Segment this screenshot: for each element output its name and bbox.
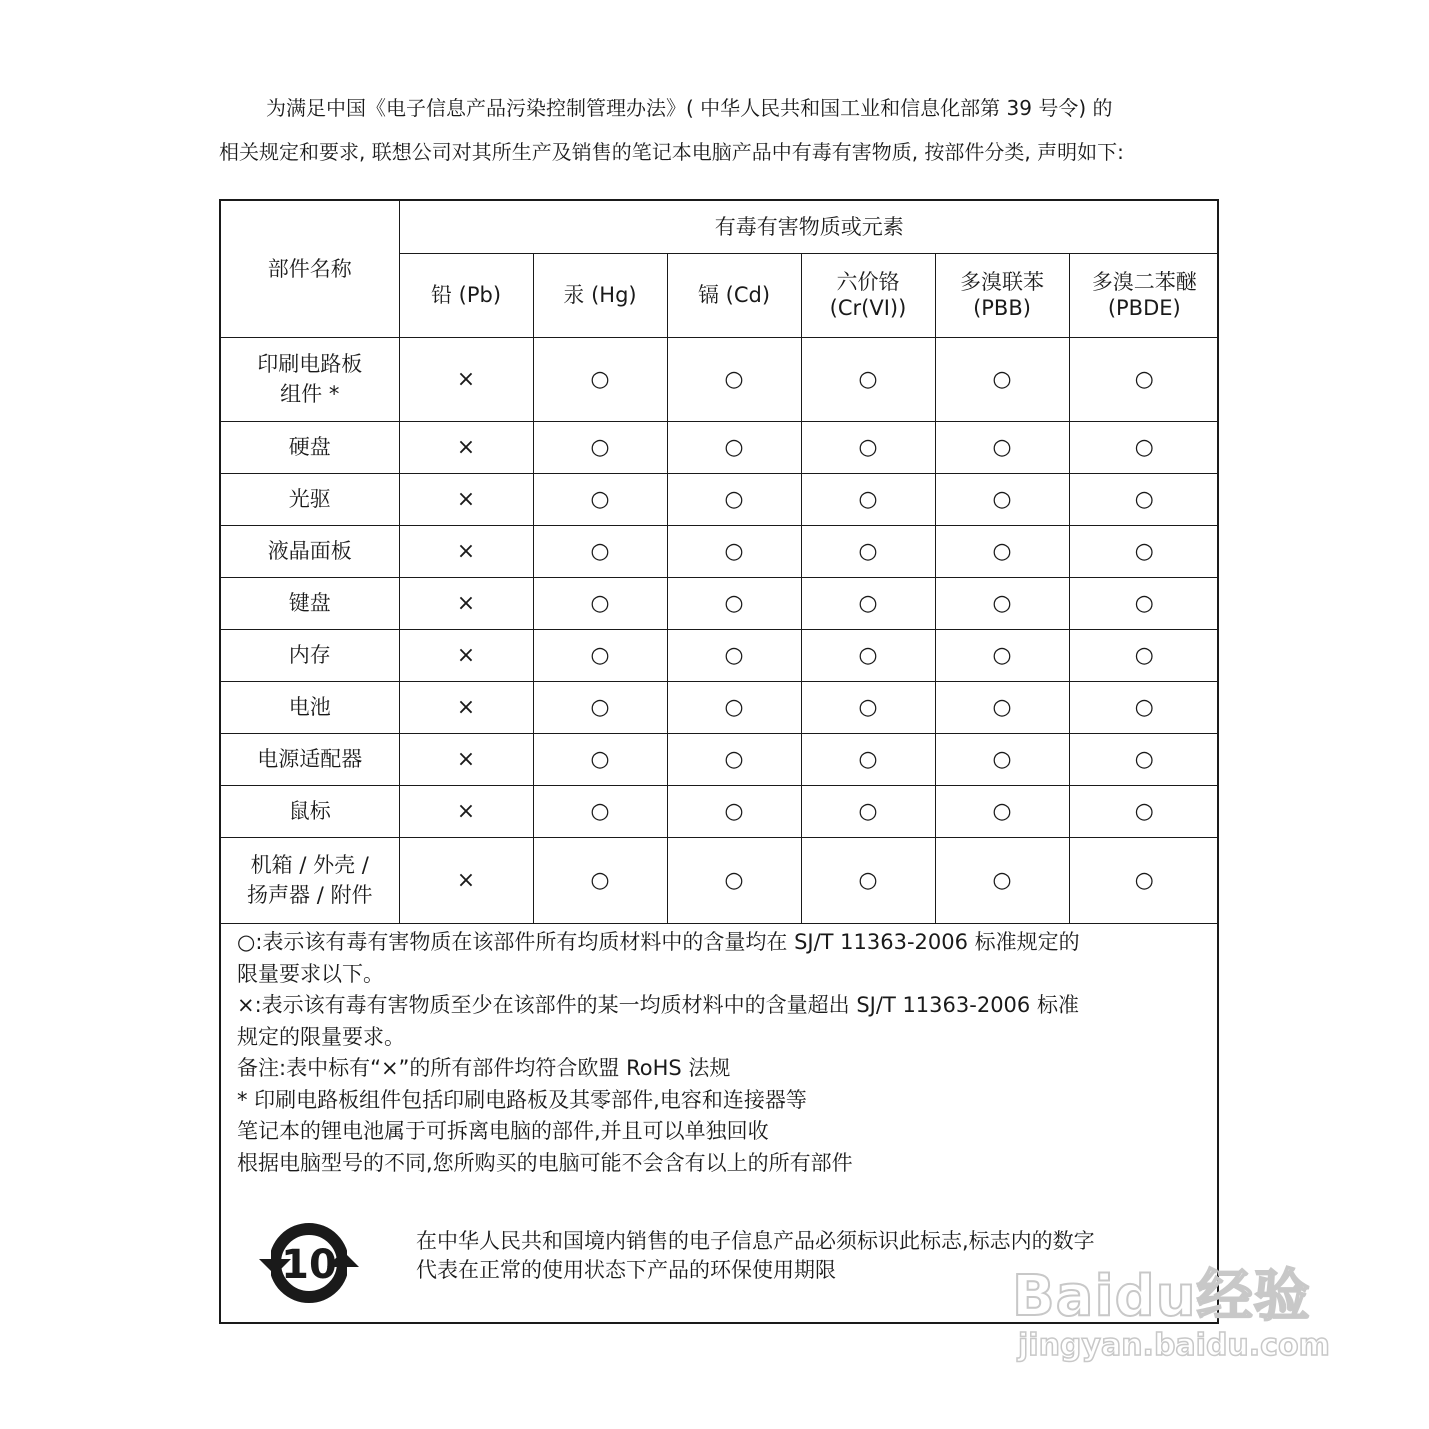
compliant-mark: ○ [935,785,1069,837]
compliant-mark: ○ [801,337,935,421]
part-name: 电源适配器 [221,733,399,785]
watermark-sub: jingyan.baidu.com [1018,1328,1330,1363]
compliant-mark: ○ [1069,577,1219,629]
table-row [221,629,1219,681]
substance-header-2: 镉 (Cd) [667,253,801,337]
compliant-mark: ○ [1069,473,1219,525]
table-row [221,785,1219,837]
note-line: 限量要求以下。 [237,961,384,986]
part-name: 光驱 [221,473,399,525]
compliant-mark: ○ [533,473,667,525]
compliant-mark: ○ [801,785,935,837]
substance-header-5: 多溴二苯醚 (PBDE) [1069,253,1219,337]
exceeds-mark: × [399,473,533,525]
compliant-mark: ○ [533,837,667,923]
compliant-mark: ○ [935,837,1069,923]
compliant-mark: ○ [667,629,801,681]
substance-group-header: 有毒有害物质或元素 [399,201,1219,253]
compliant-mark: ○ [667,421,801,473]
compliant-mark: ○ [667,785,801,837]
compliant-mark: ○ [935,629,1069,681]
compliant-mark: ○ [533,681,667,733]
compliant-mark: ○ [667,577,801,629]
compliant-mark: ○ [667,337,801,421]
compliant-mark: ○ [801,525,935,577]
substance-header-0: 铅 (Pb) [399,253,533,337]
table-row [221,733,1219,785]
compliant-mark: ○ [667,473,801,525]
table-row [221,525,1219,577]
exceeds-mark: × [399,337,533,421]
compliant-mark: ○ [801,629,935,681]
part-name: 鼠标 [221,785,399,837]
note-line: * 印刷电路板组件包括印刷电路板及其零部件,电容和连接器等 [237,1087,807,1112]
compliant-mark: ○ [1069,525,1219,577]
logo-number: 10 [281,1242,337,1288]
compliant-mark: ○ [801,733,935,785]
compliant-mark: ○ [935,337,1069,421]
compliant-mark: ○ [1069,337,1219,421]
table-row [221,681,1219,733]
part-name: 电池 [221,681,399,733]
part-name: 键盘 [221,577,399,629]
part-name-header: 部件名称 [221,201,399,337]
compliant-mark: ○ [935,733,1069,785]
environmental-protection-period-logo [257,1215,361,1311]
exceeds-mark: × [399,681,533,733]
compliant-mark: ○ [533,337,667,421]
part-name: 内存 [221,629,399,681]
note-line: ○:表示该有毒有害物质在该部件所有均质材料中的含量均在 SJ/T 11363-2006 标准规定的 [237,930,1080,954]
table-row [221,837,1219,923]
substance-header-1: 汞 (Hg) [533,253,667,337]
compliant-mark: ○ [667,733,801,785]
compliant-mark: ○ [533,785,667,837]
substance-header-4: 多溴联苯 (PBB) [935,253,1069,337]
compliant-mark: ○ [801,681,935,733]
intro-line-1: 为满足中国《电子信息产品污染控制管理办法》( 中华人民共和国工业和信息化部第 39 号令) 的 [266,96,1113,120]
compliant-mark: ○ [533,525,667,577]
exceeds-mark: × [399,629,533,681]
footer-line-2: 代表在正常的使用状态下产品的环保使用期限 [416,1258,836,1282]
exceeds-mark: × [399,525,533,577]
compliant-mark: ○ [935,525,1069,577]
compliant-mark: ○ [1069,733,1219,785]
exceeds-mark: × [399,733,533,785]
compliant-mark: ○ [935,681,1069,733]
compliant-mark: ○ [533,733,667,785]
footer-text [416,1227,1095,1285]
compliant-mark: ○ [667,525,801,577]
exceeds-mark: × [399,837,533,923]
compliant-mark: ○ [1069,421,1219,473]
note-line: ×:表示该有毒有害物质至少在该部件的某一均质材料中的含量超出 SJ/T 11363-2006 标准 [237,993,1079,1017]
watermark-main: Baidu经验 [1012,1264,1311,1329]
exceeds-mark: × [399,421,533,473]
compliant-mark: ○ [533,629,667,681]
hazardous-substance-table [221,201,1219,924]
compliant-mark: ○ [533,577,667,629]
note-line: 根据电脑型号的不同,您所购买的电脑可能不会含有以上的所有部件 [237,1150,853,1175]
compliant-mark: ○ [935,577,1069,629]
part-name: 硬盘 [221,421,399,473]
note-line: 备注:表中标有“×”的所有部件均符合欧盟 RoHS 法规 [237,1056,731,1080]
intro-line-2: 相关规定和要求, 联想公司对其所生产及销售的笔记本电脑产品中有毒有害物质, 按部件分类, 声明如下: [219,140,1124,164]
table-row [221,473,1219,525]
exceeds-mark: × [399,785,533,837]
compliant-mark: ○ [935,421,1069,473]
compliant-mark: ○ [533,421,667,473]
compliant-mark: ○ [801,473,935,525]
footer-line-1: 在中华人民共和国境内销售的电子信息产品必须标识此标志,标志内的数字 [416,1229,1095,1253]
compliant-mark: ○ [801,577,935,629]
declaration-frame [219,199,1219,1324]
table-row [221,337,1219,421]
part-name: 液晶面板 [221,525,399,577]
compliant-mark: ○ [1069,629,1219,681]
compliant-mark: ○ [1069,837,1219,923]
compliant-mark: ○ [667,681,801,733]
compliant-mark: ○ [1069,785,1219,837]
compliant-mark: ○ [801,837,935,923]
compliant-mark: ○ [1069,681,1219,733]
part-name: 印刷电路板 组件 * [221,337,399,421]
exceeds-mark: × [399,577,533,629]
note-line: 笔记本的锂电池属于可拆离电脑的部件,并且可以单独回收 [237,1119,769,1143]
compliant-mark: ○ [667,837,801,923]
compliant-mark: ○ [801,421,935,473]
table-row [221,421,1219,473]
notes [237,927,1080,1179]
note-line: 规定的限量要求。 [237,1024,405,1049]
compliant-mark: ○ [935,473,1069,525]
part-name: 机箱 / 外壳 / 扬声器 / 附件 [221,837,399,923]
substance-header-3: 六价铬 (Cr(VI)) [801,253,935,337]
table-row [221,577,1219,629]
